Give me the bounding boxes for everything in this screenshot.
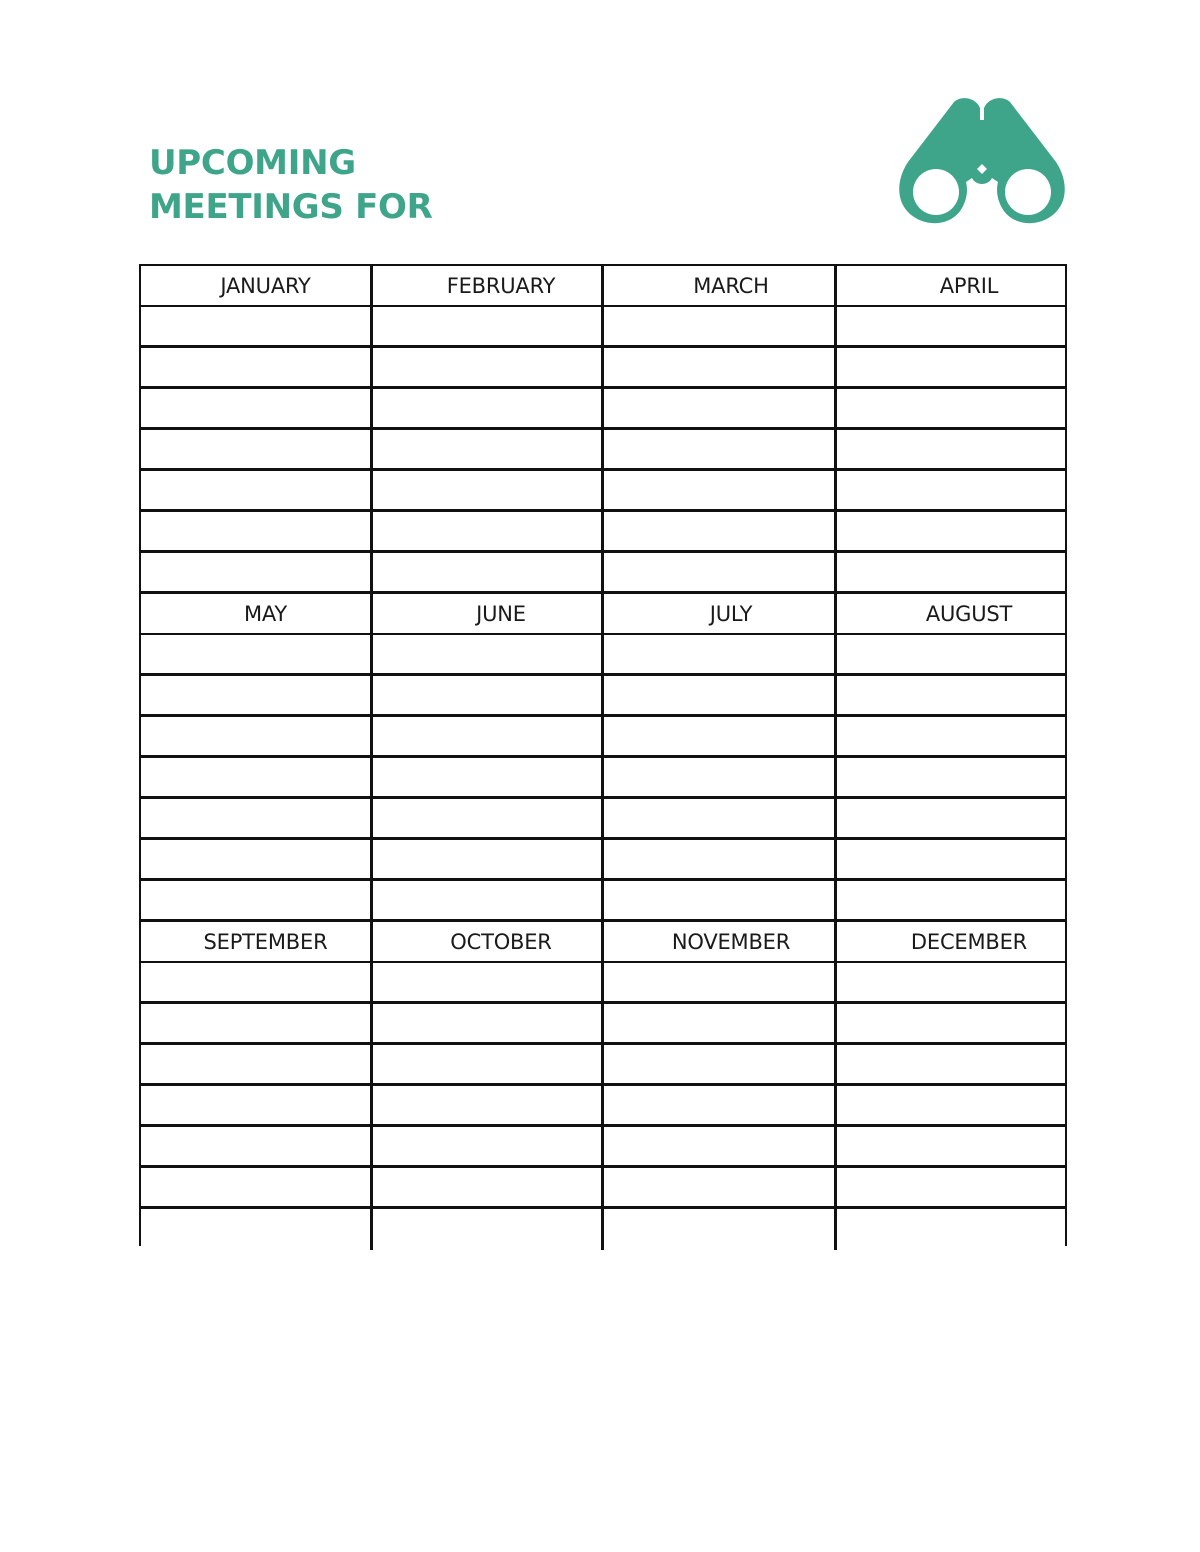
meeting-entry-cell-december[interactable] <box>837 1209 1065 1250</box>
meeting-entry-cell-november[interactable] <box>604 1168 837 1206</box>
meeting-entry-cell-march[interactable] <box>604 430 837 468</box>
meeting-entry-cell-february[interactable] <box>373 307 604 345</box>
meeting-entry-cell-june[interactable] <box>373 758 604 796</box>
meeting-entry-cell-february[interactable] <box>373 348 604 386</box>
meeting-entry-cell-june[interactable] <box>373 799 604 837</box>
meeting-entry-row <box>141 471 1065 512</box>
meeting-entry-cell-november[interactable] <box>604 1045 837 1083</box>
meeting-entry-cell-december[interactable] <box>837 1168 1065 1206</box>
meeting-entry-cell-may[interactable] <box>141 881 373 919</box>
meeting-entry-cell-january[interactable] <box>141 307 373 345</box>
meeting-entry-cell-july[interactable] <box>604 676 837 714</box>
meeting-entry-cell-june[interactable] <box>373 840 604 878</box>
meeting-entry-row <box>141 881 1065 922</box>
meeting-entry-cell-july[interactable] <box>604 717 837 755</box>
meeting-entry-cell-september[interactable] <box>141 1004 373 1042</box>
meeting-entry-row <box>141 635 1065 676</box>
meeting-entry-cell-march[interactable] <box>604 307 837 345</box>
meeting-entry-cell-april[interactable] <box>837 553 1065 591</box>
meeting-entry-cell-december[interactable] <box>837 1045 1065 1083</box>
meeting-entry-cell-may[interactable] <box>141 758 373 796</box>
month-label-november: NOVEMBER <box>604 922 837 961</box>
meeting-entry-row <box>141 348 1065 389</box>
meeting-entry-cell-october[interactable] <box>373 1127 604 1165</box>
page-title <box>149 141 433 229</box>
meeting-entry-cell-september[interactable] <box>141 1045 373 1083</box>
meeting-entry-cell-january[interactable] <box>141 471 373 509</box>
meeting-entry-cell-may[interactable] <box>141 676 373 714</box>
meeting-entry-cell-may[interactable] <box>141 635 373 673</box>
meeting-entry-cell-april[interactable] <box>837 471 1065 509</box>
meeting-entry-cell-august[interactable] <box>837 799 1065 837</box>
meeting-entry-row <box>141 758 1065 799</box>
meeting-planner-grid <box>139 264 1067 1246</box>
meeting-entry-row <box>141 430 1065 471</box>
meeting-entry-cell-july[interactable] <box>604 758 837 796</box>
meeting-entry-cell-august[interactable] <box>837 881 1065 919</box>
meeting-entry-cell-september[interactable] <box>141 1209 373 1250</box>
meeting-entry-cell-january[interactable] <box>141 389 373 427</box>
meeting-entry-cell-june[interactable] <box>373 717 604 755</box>
meeting-entry-cell-may[interactable] <box>141 840 373 878</box>
meeting-entry-cell-november[interactable] <box>604 1209 837 1250</box>
meeting-entry-cell-march[interactable] <box>604 389 837 427</box>
month-label-may: MAY <box>141 594 373 633</box>
meeting-entry-cell-october[interactable] <box>373 963 604 1001</box>
month-label-august: AUGUST <box>837 594 1065 633</box>
meeting-entry-cell-june[interactable] <box>373 881 604 919</box>
meeting-entry-cell-december[interactable] <box>837 963 1065 1001</box>
meeting-entry-cell-february[interactable] <box>373 553 604 591</box>
meeting-entry-row <box>141 1086 1065 1127</box>
month-label-december: DECEMBER <box>837 922 1065 961</box>
title-line-1: UPCOMING <box>149 143 356 183</box>
meeting-entry-cell-march[interactable] <box>604 348 837 386</box>
meeting-entry-cell-january[interactable] <box>141 553 373 591</box>
month-label-february: FEBRUARY <box>373 266 604 305</box>
meeting-entry-cell-february[interactable] <box>373 389 604 427</box>
meeting-entry-row <box>141 389 1065 430</box>
meeting-entry-cell-december[interactable] <box>837 1086 1065 1124</box>
month-label-april: APRIL <box>837 266 1065 305</box>
meeting-entry-cell-june[interactable] <box>373 676 604 714</box>
month-header-row <box>141 594 1065 635</box>
meeting-entry-cell-april[interactable] <box>837 512 1065 550</box>
meeting-entry-row <box>141 307 1065 348</box>
meeting-entry-cell-october[interactable] <box>373 1045 604 1083</box>
meeting-entry-cell-august[interactable] <box>837 717 1065 755</box>
meeting-entry-cell-january[interactable] <box>141 430 373 468</box>
meeting-entry-cell-february[interactable] <box>373 512 604 550</box>
meeting-entry-cell-november[interactable] <box>604 1127 837 1165</box>
month-label-january: JANUARY <box>141 266 373 305</box>
meeting-entry-row <box>141 963 1065 1004</box>
meeting-entry-cell-july[interactable] <box>604 840 837 878</box>
meeting-entry-cell-august[interactable] <box>837 758 1065 796</box>
meeting-entry-cell-january[interactable] <box>141 348 373 386</box>
meeting-entry-cell-july[interactable] <box>604 881 837 919</box>
meeting-entry-cell-may[interactable] <box>141 799 373 837</box>
meeting-entry-cell-october[interactable] <box>373 1168 604 1206</box>
meeting-entry-cell-november[interactable] <box>604 1004 837 1042</box>
meeting-entry-cell-december[interactable] <box>837 1127 1065 1165</box>
meeting-entry-cell-november[interactable] <box>604 963 837 1001</box>
meeting-entry-cell-december[interactable] <box>837 1004 1065 1042</box>
month-label-july: JULY <box>604 594 837 633</box>
meeting-entry-row <box>141 717 1065 758</box>
meeting-entry-cell-march[interactable] <box>604 471 837 509</box>
month-label-october: OCTOBER <box>373 922 604 961</box>
meeting-entry-row <box>141 1004 1065 1045</box>
meeting-entry-cell-october[interactable] <box>373 1209 604 1250</box>
binoculars-icon <box>896 96 1068 224</box>
meeting-entry-cell-august[interactable] <box>837 676 1065 714</box>
meeting-entry-cell-march[interactable] <box>604 512 837 550</box>
meeting-entry-cell-april[interactable] <box>837 389 1065 427</box>
meeting-entry-row <box>141 676 1065 717</box>
month-header-row <box>141 266 1065 307</box>
month-label-march: MARCH <box>604 266 837 305</box>
meeting-entry-cell-may[interactable] <box>141 717 373 755</box>
meeting-entry-row <box>141 1045 1065 1086</box>
meeting-entry-cell-june[interactable] <box>373 635 604 673</box>
meeting-entry-cell-october[interactable] <box>373 1004 604 1042</box>
meeting-entry-cell-november[interactable] <box>604 1086 837 1124</box>
meeting-entry-cell-september[interactable] <box>141 963 373 1001</box>
month-label-september: SEPTEMBER <box>141 922 373 961</box>
meeting-entry-cell-october[interactable] <box>373 1086 604 1124</box>
meeting-entry-row <box>141 553 1065 594</box>
meeting-entry-row <box>141 799 1065 840</box>
meeting-entry-row <box>141 512 1065 553</box>
meeting-entry-cell-april[interactable] <box>837 430 1065 468</box>
meeting-entry-cell-august[interactable] <box>837 635 1065 673</box>
meeting-entry-cell-april[interactable] <box>837 348 1065 386</box>
meeting-entry-cell-july[interactable] <box>604 635 837 673</box>
meeting-entry-cell-july[interactable] <box>604 799 837 837</box>
meeting-entry-cell-april[interactable] <box>837 307 1065 345</box>
meeting-entry-cell-march[interactable] <box>604 553 837 591</box>
meeting-entry-row <box>141 1168 1065 1209</box>
meeting-entry-cell-february[interactable] <box>373 430 604 468</box>
meeting-entry-cell-august[interactable] <box>837 840 1065 878</box>
meeting-entry-row <box>141 1209 1065 1250</box>
title-line-2: MEETINGS FOR <box>149 187 433 227</box>
meeting-entry-cell-september[interactable] <box>141 1168 373 1206</box>
meeting-entry-cell-january[interactable] <box>141 512 373 550</box>
meeting-entry-row <box>141 840 1065 881</box>
month-label-june: JUNE <box>373 594 604 633</box>
meeting-entry-cell-september[interactable] <box>141 1127 373 1165</box>
meeting-entry-row <box>141 1127 1065 1168</box>
meeting-entry-cell-february[interactable] <box>373 471 604 509</box>
month-header-row <box>141 922 1065 963</box>
meeting-entry-cell-september[interactable] <box>141 1086 373 1124</box>
